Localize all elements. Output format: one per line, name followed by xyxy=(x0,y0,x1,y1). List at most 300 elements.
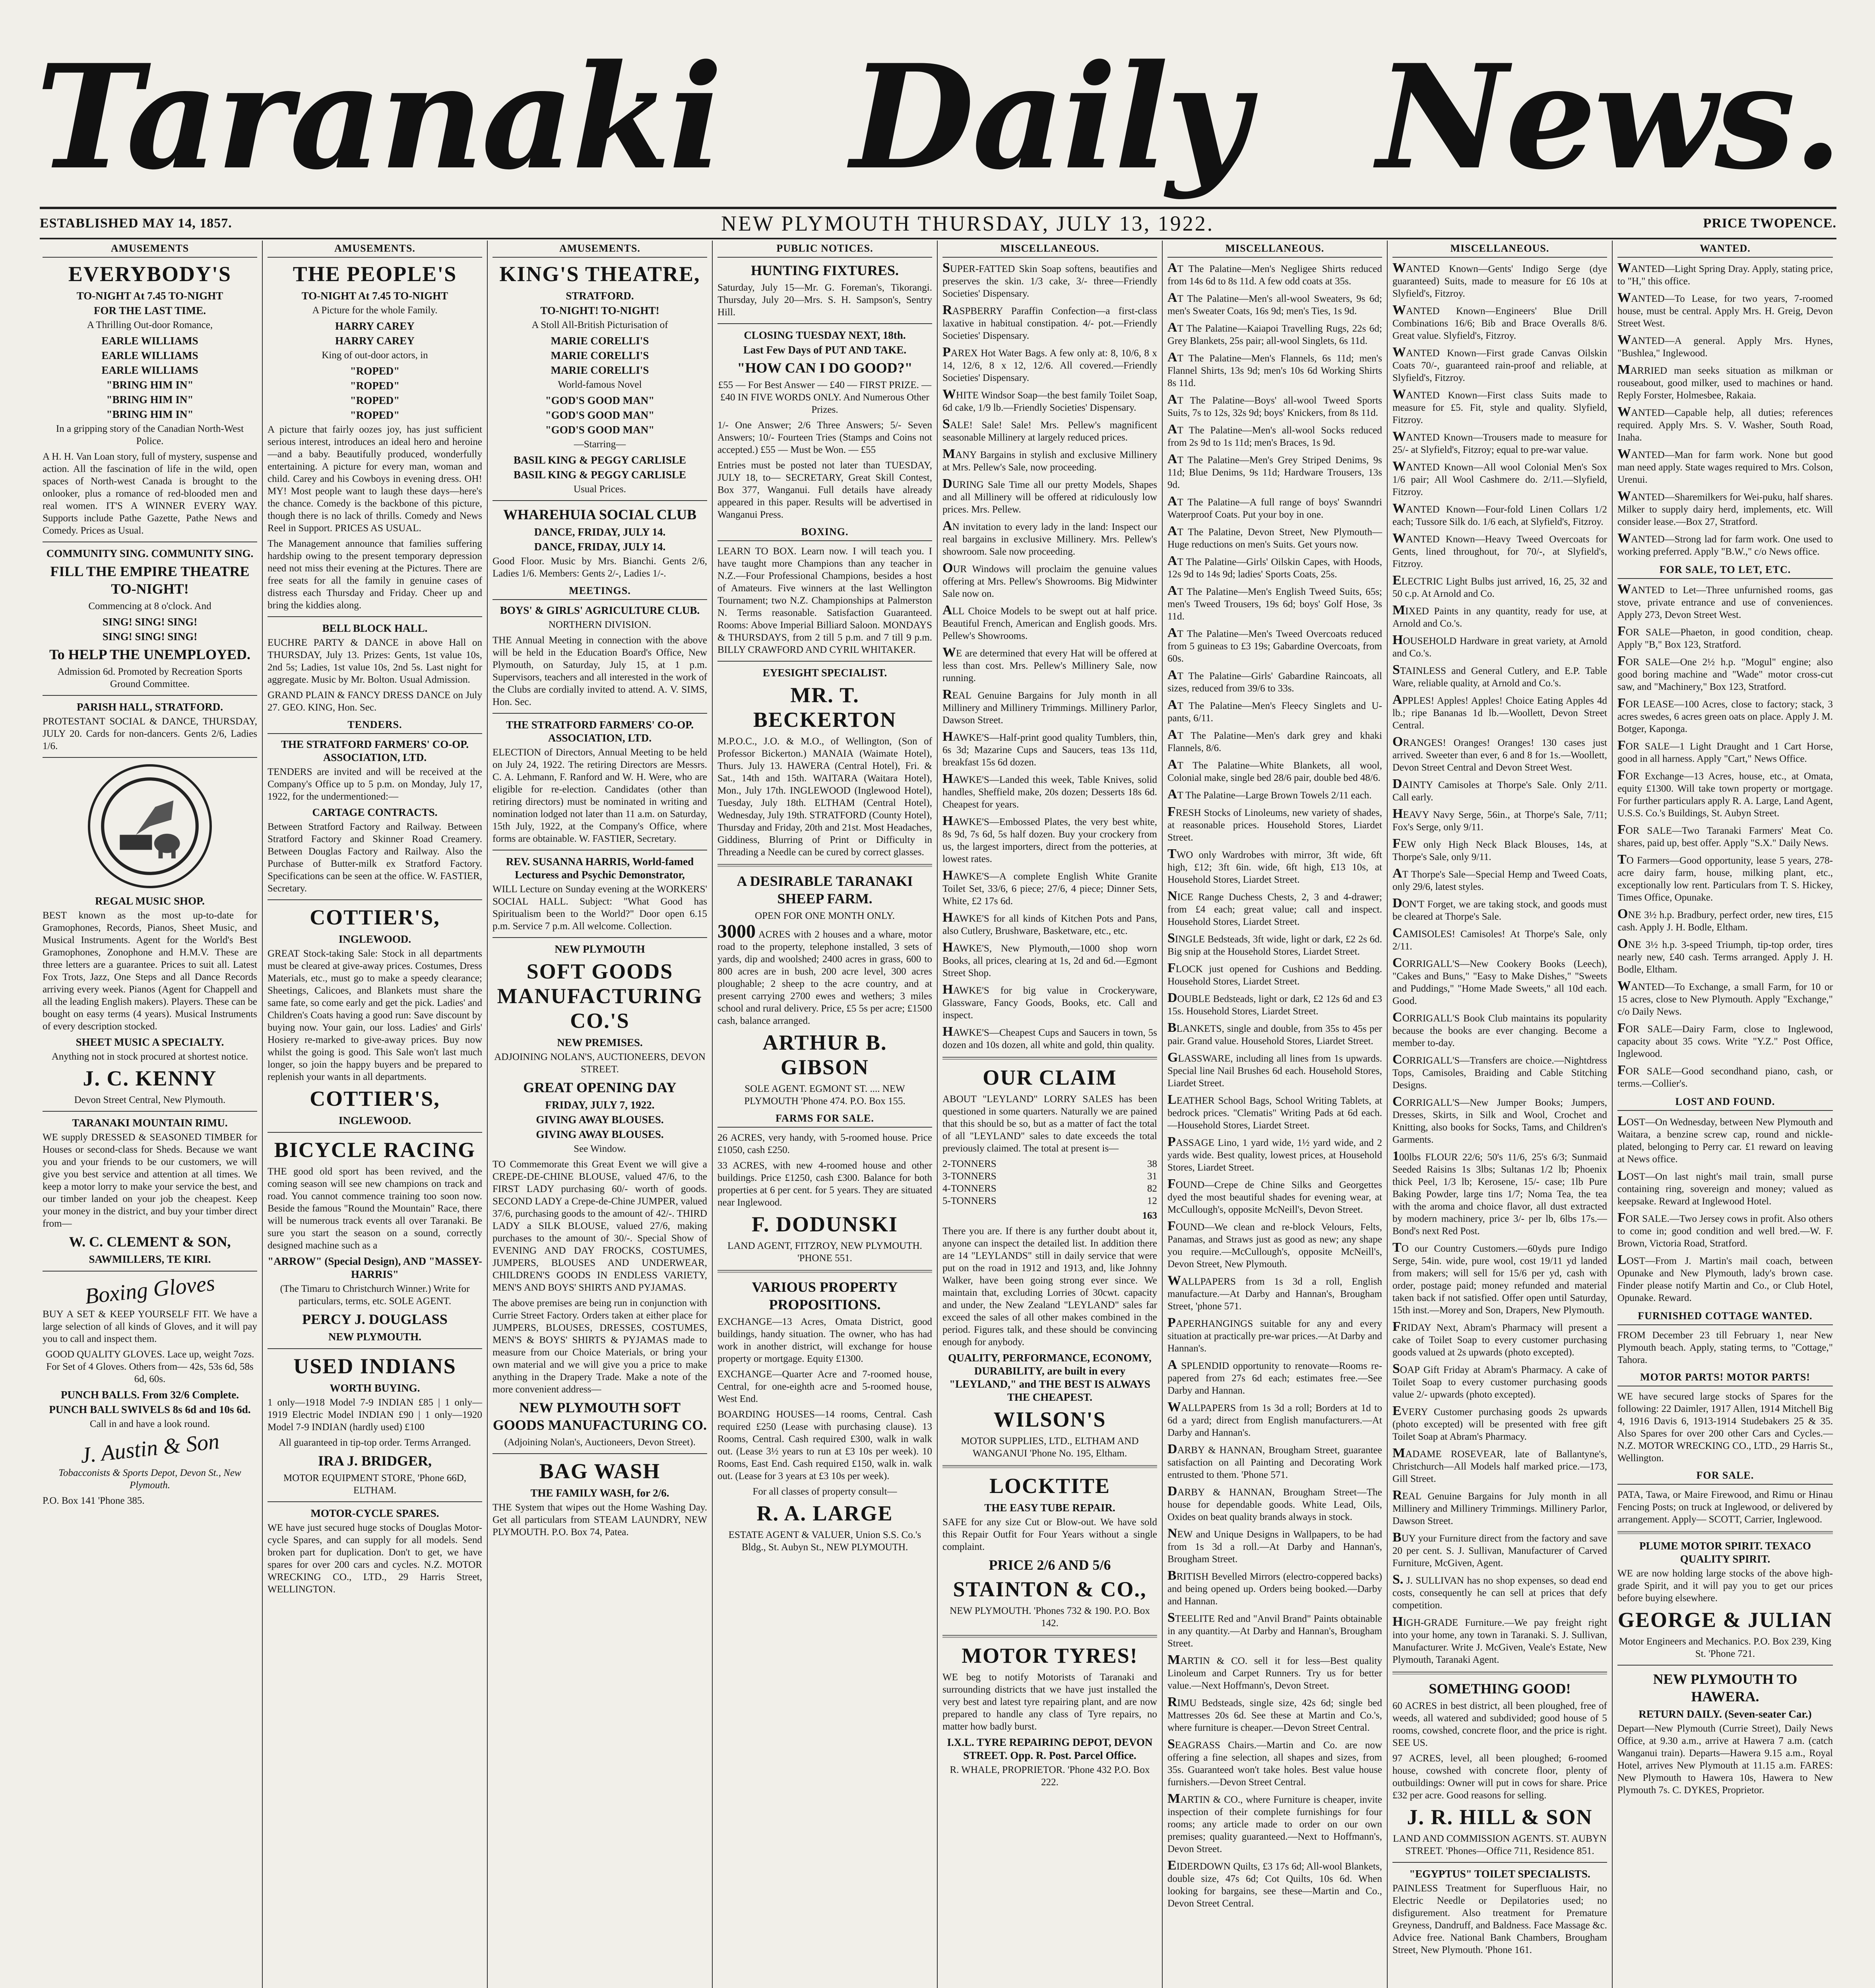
ad-title: EVERYBODY'S xyxy=(68,262,232,286)
classified-item: HAWKE'S—A complete English White Granite Toilet Set, 33/6, 6 piece; 27/6, 4 piece; Dinner Sets, White, £2 17s 6d. xyxy=(942,868,1157,907)
price-line: PRICE 2/6 AND 5/6 xyxy=(989,1557,1111,1573)
ad-body: PAINLESS Treatment for Superfluous Hair, no Electric Needle or Depilatories used; no disfigurement. Also treatment for Premature Greyness, Dandruff, and Baldness. Face Massage &c. Advice free. National Bank Chambers, Brougham Street, New Plymouth. 'Phone 161. xyxy=(1392,1883,1607,1955)
classified-item: DAINTY Camisoles at Thorpe's Sale. Only 2/11. Call early. xyxy=(1392,777,1607,803)
ad-body: THE good old sport has been revived, and the coming season will see new champions on track and road. You cannot commence training too soon now. Beside the famous "Round the Mountain" Race, there will be numerous track events all over Taranaki. Be sure you start the season on a sound, correctly designed machine such as a xyxy=(268,1166,482,1251)
column-7 xyxy=(1388,241,1613,1988)
tonner-count: 38 xyxy=(1147,1159,1157,1169)
ad-line: (Adjoining Nolan's, Auctioneers, Devon Street). xyxy=(504,1437,696,1448)
classified-item: AN invitation to every lady in the land: Inspect our real bargains in exclusive Millinery. Mrs. Pellew's showroom. Sale now proceeding. xyxy=(942,518,1157,557)
ad-line: Admission 6d. Promoted by Recreation Sports Ground Committee. xyxy=(57,666,242,689)
classified-item: PAREX Hot Water Bags. A few only at: 8, 10/6, 8 x 14, 12/6, 8 x 12, 12/6. All covered.—Friendly Societies' Dispensary. xyxy=(942,345,1157,383)
ad-body: M.P.O.C., J.O. & M.O., of Wellington, (Son of Professor Bickerton.) MANAIA (Waimate Hotel), Thurs. July 13. HAWERA (Central Hotel), Fri. & Sat., 14th and 15th. WAITARA (Waitara Hotel), Mon., July 17th. INGLEWOOD (Inglewood Hotel), Tuesday, July 18th. ELTHAM (Central Hotel), Wednesday, July 19th. STRATFORD (County Hotel), Thursday and Friday, 20th and 21st. Most Headaches, Giddiness, Blurring of Print or Difficulty in Threading a Needle can be cured by correct glasses. xyxy=(717,736,932,858)
ad-body: BEST known as the most up-to-date for Gramophones, Records, Pianos, Sheet Music, and Musical Instruments. Agent for the World's Best Gramophones, Zonophone and H.M.V. These are three letters are a guarantee. Prices to suit all. Latest Fox Trots, Jazz, One Steps and all Dance Records arriving every week. Pianos (Agent for Chappell and all the leading English makers). Players. These can be bought on easy terms (4 years). Musical Instruments of every description stocked. xyxy=(43,910,257,1032)
tonner-label: 2-TONNERS xyxy=(942,1159,997,1169)
ad-body: The above premises are being run in conjunction with Currie Street Factory. Orders taken at either place for JUMPERS, BLOUSES, DRESSES, COSTUMES, MEN'S & BOYS' SHIRTS & PYJAMAS made to measure from our Choice Materials, or bring your own material and we will give you a price to make anything in the Drapery Trade. Make a note of the more convenient address— xyxy=(493,1298,707,1395)
ad-line: EYESIGHT SPECIALIST. xyxy=(762,667,887,679)
classified-item: ELECTRIC Light Bulbs just arrived, 16, 25, 32 and 50 c.p. At Arnold and Co. xyxy=(1392,573,1607,599)
classified-item: FOR SALE—Dairy Farm, close to Inglewood, capacity about 35 cows. Write "Y.Z." Post Office, Inglewood. xyxy=(1617,1021,1833,1059)
tonner-row xyxy=(942,1170,1157,1182)
classified-item: REAL Genuine Bargains for July month in all Millinery and Millinery Trimmings. Millinery Parlor, Dawson Street. xyxy=(1392,1488,1607,1526)
classified-item: REAL Genuine Bargains for July month in all Millinery and Millinery Trimmings. Millinery Parlor, Dawson Street. xyxy=(942,687,1157,726)
classified-item: WANTED—Capable help, all duties; references required. Apply Mrs. S. V. Washer, South Road, Inaha. xyxy=(1617,404,1833,443)
advertiser-name: ARTHUR B. GIBSON xyxy=(762,1031,887,1079)
ad-title: USED INDIANS xyxy=(293,1354,456,1378)
ad-line: NORTHERN DIVISION. xyxy=(548,619,651,630)
ad-body: GREAT Stock-taking Sale: Stock in all departments must be cleared at give-away prices. Costumes, Dress Materials, etc., must go to make a speedy clearance; Sheetings, Calicoes, and Blankets must share the same fate, so come early and get the pick. Ladies' and Children's Coats having a good run: Save discount by buying now. Your gain, our loss. Ladies' and Girls' Hosiery re-marked to give-away prices. Buy now whilst the going is good. This Sale won't last much longer, so join the happy buyers and be prepared to replenish your wants in all departments. xyxy=(268,948,482,1082)
section-header: TENDERS. xyxy=(268,717,482,734)
classified-item: NICE Range Duchess Chests, 2, 3 and 4-drawer; from £4 each; great value; call and inspect. Household Stores, Liardet Street. xyxy=(1167,889,1382,927)
classified-item: DARBY & HANNAN, Brougham Street—The house for dependable goods. White Lead, Oils, Oxides on beat quality brands always in stock. xyxy=(1167,1484,1382,1522)
ad-line: MOTOR EQUIPMENT STORE, 'Phone 66D, ELTHAM. xyxy=(283,1473,467,1496)
classified-item: LOST—On last night's mail train, small purse containing ring, sovereign and money; valued as keepsake. Reward at Inglewood Hotel. xyxy=(1617,1168,1833,1207)
classified-item: SALE! Sale! Sale! Mrs. Pellew's magnificent seasonable Millinery at largely reduced prices. xyxy=(942,417,1157,443)
ad-line: PUNCH BALL SWIVELS 8s 6d and 10s 6d. xyxy=(49,1404,251,1415)
section-header: LOST AND FOUND. xyxy=(1617,1094,1833,1111)
ad-line: Motor Engineers and Mechanics. P.O. Box 239, King St. 'Phone 721. xyxy=(1619,1636,1831,1659)
ad-body: 97 ACRES, level, all been ploughed; 6-roomed house, cowshed with concrete floor, plenty of outbuildings: Owner will put in cows for share. Price £32 per acre. Good reasons for selling. xyxy=(1392,1753,1607,1801)
classified-item: LEATHER School Bags, School Writing Tablets, at bedrock prices. "Clematis" Writing Pads at 6d each.—Household Stores, Liardet Street. xyxy=(1167,1092,1382,1131)
classified-item: WANTED Known—Engineers' Blue Drill Combinations 16/6; Bib and Brace Overalls 8/6. Great value. Slyfield's, Fitzroy. xyxy=(1392,303,1607,341)
film-title: "ROPED" xyxy=(350,365,400,377)
classified-item: MARRIED man seeks situation as milkman or rouseabout, good milker, used to machines or hand. Reply Forster, Holmesbee, Rakaia. xyxy=(1617,362,1833,401)
ad-body: PATA, Tawa, or Maire Firewood, and Rimu or Hinau Fencing Posts; on truck at Inglewood, or delivered by arrangement. Apply— SCOTT, Carrier, Inglewood. xyxy=(1617,1489,1833,1525)
section-header: MISCELLANEOUS. xyxy=(1392,241,1607,258)
ad-body: BOARDING HOUSES—14 rooms, Central. Cash required £250 (Lease with purchasing clause). 13 Rooms, Central. Cash required £300, walk in walk out. (Lease 3½ years to run at £3 10s per week). 10 Rooms, East End. Cash required £150, walk in. walk out. (Lease for 3 years at £3 10s per week). xyxy=(717,1409,932,1481)
film-title: "BRING HIM IN" xyxy=(106,394,194,406)
established-line: ESTABLISHED MAY 14, 1857. xyxy=(40,216,232,231)
ad-body: EXCHANGE—13 Acres, Omata District, good buildings, handy situation. The owner, who has had work in another district, will exchange for house property or mortgage. Equity £1300. xyxy=(717,1316,932,1364)
section-header: MISCELLANEOUS. xyxy=(1167,241,1382,258)
ad-body: 60 ACRES in best district, all been ploughed, free of weeds, all watered and subdivided; good house of 5 rooms, cowshed, concrete floor, and the price is right. SEE US. xyxy=(1392,1701,1607,1748)
classified-item: WALLPAPERS from 1s 3d a roll, English manufacture.—At Darby and Hannan's, Brougham Street, 'phone 571. xyxy=(1167,1273,1382,1312)
film-title: "GOD'S GOOD MAN" xyxy=(545,394,655,406)
ad-title: TARANAKI MOUNTAIN RIMU. xyxy=(72,1117,228,1129)
issue-date: NEW PLYMOUTH THURSDAY, JULY 13, 1922. xyxy=(721,212,1214,235)
ad-line: SAWMILLERS, TE KIRI. xyxy=(89,1253,211,1265)
section-header: BOXING. xyxy=(717,524,932,541)
ad-line: Anything not in stock procured at shortest notice. xyxy=(51,1051,248,1062)
column-8 xyxy=(1613,241,1838,1988)
ad-body: EUCHRE PARTY & DANCE in above Hall on THURSDAY, July 13. Prizes: Gents, 1st value 10s, 2nd 5s; Ladies, 1st value 10s, 2nd 5s. Last night for aggregate. Music by Mr. Bolton. Usual Admission. xyxy=(268,637,482,685)
ad-body: THE System that wipes out the Home Washing Day. Get all particulars from STEAM LAUNDRY, NEW PLYMOUTH. P.O. Box 74, Patea. xyxy=(493,1502,707,1538)
classified-item: EVERY Customer purchasing goods 2s upwards (photo excepted) will be presented with free gift Toilet Soap at Abram's Pharmacy. xyxy=(1392,1404,1607,1442)
ad-line: GIVING AWAY BLOUSES. xyxy=(536,1114,664,1126)
classified-item: WANTED Known—All wool Colonial Men's Sox 1/6 pair; All Wool Cashmere do. 2/11.—Slyfield, Fitzroy. xyxy=(1392,459,1607,497)
classified-item: MIXED Paints in any quantity, ready for use, at Arnold and Co.'s. xyxy=(1392,603,1607,629)
classified-item: SEAGRASS Chairs.—Martin and Co. are now offering a fine selection, all shapes and sizes, from 35s. Guaranteed won't take holes. Best value house furnishers.—Devon Street Central. xyxy=(1167,1737,1382,1788)
ad-body: WE supply DRESSED & SEASONED TIMBER for Houses or second-class for Sheds. Because we want you and your friends to be our customers, we will give you best service and attention at all times. We keep a motor lorry to make your service the best, and our timber landed on your job the cheapest. Keep your money in the district, and buy your timber direct from— xyxy=(43,1132,257,1229)
tonner-total: 163 xyxy=(1142,1210,1157,1221)
ad-body: THE Annual Meeting in connection with the above will be held in the Education Board's Office, New Plymouth, on Saturday, July 15, at 1 p.m. Supervisors, teachers and all interested in the work of the Clubs are cordially invited to attend. A. V. SIMS, Hon. Sec. xyxy=(493,635,707,707)
ad-title: SOMETHING GOOD! xyxy=(1429,1681,1571,1697)
classified-item: AT The Palatine—Girls' Oilskin Capes, with Hoods, 12s 9d to 14s 9d; ladies' Sports Coats, 25s. xyxy=(1167,553,1382,580)
classified-item: WE are determined that every Hat will be offered at less than cost. Mrs. Pellew's Millinery Sale, now running. xyxy=(942,645,1157,683)
ad-line: (The Timaru to Christchurch Winner.) Write for particulars, terms, etc. SOLE AGENT. xyxy=(280,1283,470,1307)
classified-item: DON'T Forget, we are taking stock, and goods must be cleared at Thorpe's Sale. xyxy=(1392,896,1607,922)
classified-item: TWO only Wardrobes with mirror, 3ft wide, 6ft high, £12; 3ft 6in. wide, 6ft high, £13 10s, at Household Stores, Liardet Street. xyxy=(1167,846,1382,885)
ad-line: THE FAMILY WASH, for 2/6. xyxy=(530,1487,669,1499)
classified-item: AT The Palatine—Men's all-wool Socks reduced from 2s 9d to 1s 11d; men's Braces, 1s 9d. xyxy=(1167,422,1382,448)
classified-item: HIGH-GRADE Furniture.—We pay freight right into your home, any town in Taranaki. S. J. Sullivan, Manufacturer. Write J. McGiven, Veale's Estate, New Plymouth, Taranaki Agent. xyxy=(1392,1614,1607,1665)
ad-title: BELL BLOCK HALL. xyxy=(322,622,428,634)
classified-item: FOR SALE.—Two Jersey cows in profit. Also others to come in; good condition and well bred.—W. F. Brown, Victoria Road, Stratford. xyxy=(1617,1210,1833,1249)
ad-title: LOCKTITE xyxy=(989,1474,1111,1498)
ad-title: REGAL MUSIC SHOP. xyxy=(95,895,205,907)
ad-line: SOLE AGENT. EGMONT ST. .... NEW PLYMOUTH 'Phone 474. P.O. Box 155. xyxy=(744,1083,906,1107)
classified-item: CORRIGALL'S—New Jumper Books; Jumpers, Dresses, Skirts, in Silk and Wool, Crochet and Knitting, also books for Socks, Tams, and Children's Garments. xyxy=(1392,1094,1607,1145)
classified-item: AT The Palatine—Men's Grey Striped Denims, 9s 11d; Blue Denims, 9s 11d; Hardware Trousers, 13s 9d. xyxy=(1167,452,1382,490)
classified-item: ALL Choice Models to be swept out at half price. Beautiful French, American and English goods. Mrs. Pellew's Showrooms. xyxy=(942,603,1157,641)
ad-title: MOTOR TYRES! xyxy=(962,1644,1138,1668)
ad-line: NEW PLYMOUTH. xyxy=(328,1331,422,1343)
ad-title: NEW PLYMOUTH TO HAWERA. xyxy=(1653,1671,1797,1705)
ad-body: 26 ACRES, very handy, with 5-roomed house. Price £1050, cash £250. xyxy=(717,1132,932,1155)
ad-title: THE STRATFORD FARMERS' CO-OP. ASSOCIATION, LTD. xyxy=(281,738,469,763)
actor-name: BASIL KING & PEGGY CARLISLE xyxy=(513,469,686,481)
dateline xyxy=(40,207,1836,239)
ad-line: TO-NIGHT! TO-NIGHT! xyxy=(540,305,659,316)
ad-title: To HELP THE UNEMPLOYED. xyxy=(49,646,251,662)
ad-body: Between Stratford Factory and Railway. Between Stratford Factory and Skinner Road Creamery. Between Douglas Factory and Railway. Also the Purchase of Butter-milk ex Stratford Factory. Specifications can be seen at the office. W. FASTIER, Secretary. xyxy=(268,821,482,894)
classified-item: HAWKE'S—Embossed Plates, the very best white, 8s 9d, 7s 6d, 5s half dozen. Buy your crockery from us, the largest importers, direct from the potteries, at lowest rates. xyxy=(942,813,1157,864)
classified-item: 100lbs FLOUR 22/6; 50's 11/6, 25's 6/3; Sunmaid Seeded Raisins 1s 3lbs; Sultanas 1/2 lb; Phoenix thick Peel, 1/3 lb; Kerosene, 15/- case; 1lb Pure Baking Powder, large tins 1/7; Noma Tea, the tea with the aroma and choice flavor, all dust extracted by modern machinery, price 3/- per lb, 6lbs 17s.—Bond's next Red Post. xyxy=(1392,1149,1607,1237)
ad-line: King of out-door actors, in xyxy=(322,350,428,361)
ad-body: 1 only—1918 Model 7-9 INDIAN £85 | 1 only—1919 Electric Model INDIAN £90 | 1 only—1920 Model 7-9 INDIAN (hardly used) £100 xyxy=(268,1397,482,1433)
ad-line: OPEN FOR ONE MONTH ONLY. xyxy=(755,911,895,921)
classified-item: GLASSWARE, including all lines from 1s upwards. Special line Nail Brushes 6d each. Household Stores, Liardet Street. xyxy=(1167,1050,1382,1089)
ad-line: "ARROW" (Special Design), AND "MASSEY-HARRIS" xyxy=(268,1255,482,1280)
section-header: FARMS FOR SALE. xyxy=(717,1110,932,1128)
ad-body: TENDERS are invited and will be received at the Company's Office up to 5 p.m. on Monday, July 17, 1922, for the undermentioned:— xyxy=(268,767,482,802)
classified-item: HAWKE'S, New Plymouth,—1000 shop worn Books, all prices, clearing at 1s, 2d and 6d.—Egmont Street Shop. xyxy=(942,940,1157,978)
ad-line: Last Few Days of PUT AND TAKE. xyxy=(743,344,907,356)
actor-name: EARLE WILLIAMS xyxy=(101,364,198,376)
gramophone-dog-icon xyxy=(96,773,204,880)
section-header: FURNISHED COTTAGE WANTED. xyxy=(1617,1308,1833,1325)
classified-item: BLANKETS, single and double, from 35s to 45s per pair. Grand value. Household Stores, Liardet Street. xyxy=(1167,1020,1382,1046)
classified-item: AT The Palatine—Men's Flannels, 6s 11d; men's Flannel Shirts, 13s 9d; men's 10s 6d Working Shirts 8s 11d. xyxy=(1167,350,1382,388)
classified-item: FLOCK just opened for Cushions and Bedding. Household Stores, Liardet Street. xyxy=(1167,961,1382,987)
classified-item: HAWKE'S—Half-print good quality Tumblers, thin, 6s 3d; Mazarine Cups and Saucers, teas 13s 11d, breakfast 15s 6d dozen. xyxy=(942,729,1157,768)
ad-title: COTTIER'S, xyxy=(310,905,440,929)
austin-signature: J. Austin & Son xyxy=(79,1429,221,1468)
ad-title: "HOW CAN I DO GOOD?" xyxy=(737,360,913,376)
film-title: "BRING HIM IN" xyxy=(106,408,194,420)
ad-line: A Picture for the whole Family. xyxy=(312,305,438,316)
ad-line: SHEET MUSIC A SPECIALTY. xyxy=(76,1036,224,1048)
classified-item: FRESH Stocks of Linoleums, new variety of shades, at reasonable prices. Household Stores, Liardet Street. xyxy=(1167,804,1382,843)
ad-body: SAFE for any size Cut or Blow-out. We have sold this Repair Outfit for Four Years without a single complaint. xyxy=(942,1517,1157,1552)
classified-item: ONE 3½ h.p. Bradbury, perfect order, new tires, £15 cash. Apply J. H. Bodle, Eltham. xyxy=(1617,907,1833,933)
advertiser-name: NEW PLYMOUTH SOFT GOODS MANUFACTURING CO. xyxy=(493,1400,707,1433)
ad-line: For all classes of property consult— xyxy=(752,1486,897,1497)
section-header: FOR SALE, TO LET, ETC. xyxy=(1617,562,1833,579)
author-name: MARIE CORELLI'S xyxy=(551,349,649,361)
actor-name: EARLE WILLIAMS xyxy=(101,349,198,361)
classified-item: HAWKE'S—Cheapest Cups and Saucers in town, 5s dozen and 10s dozen, all white and gold, thin quality. xyxy=(942,1024,1157,1050)
section-header: MEETINGS. xyxy=(493,583,707,600)
classified-list xyxy=(942,262,1157,1051)
classified-item: RASPBERRY Paraffin Confection—a first-class laxative in habitual constipation. 4/- pot.—Friendly Societies' Dispensary. xyxy=(942,303,1157,341)
ad-body: 1/- One Answer; 2/6 Three Answers; 5/- Seven Answers; 10/- Fourteen Tries (Stamps and Coins not accepted.) £55 — Must be Won. — £55 xyxy=(717,420,932,455)
classified-item: AT The Palatine—Girls' Gabardine Raincoats, all sizes, reduced from 39/6 to 33s. xyxy=(1167,668,1382,694)
classified-item: WANTED—Sharemilkers for Wei-puku, half shares. Milker to supply dairy herd, implements, etc. Will consider lease.—Box 27, Stratford. xyxy=(1617,489,1833,527)
classified-item: WANTED Known—Gents' Indigo Serge (dye guaranteed) Suits, made to measure for £6 10s at Slyfield's, Fitzroy. xyxy=(1392,260,1607,299)
classified-item: HOUSEHOLD Hardware in great variety, at Arnold and Co.'s. xyxy=(1392,633,1607,659)
classified-item: HEAVY Navy Serge, 56in., at Thorpe's Sale, 7/11; Fox's Serge, only 9/11. xyxy=(1392,806,1607,833)
ad-title: PARISH HALL, STRATFORD. xyxy=(76,701,223,713)
classified-item: PASSAGE Lino, 1 yard wide, 1½ yard wide, and 2 yards wide. Best quality, lowest prices, at Household Stores, Liardet Street. xyxy=(1167,1134,1382,1173)
ad-line: A Thrilling Out-door Romance, xyxy=(87,320,213,330)
ad-line: —Starring— xyxy=(574,439,626,450)
advertiser-name: PERCY J. DOUGLASS xyxy=(302,1311,448,1327)
ad-title: VARIOUS PROPERTY PROPOSITIONS. xyxy=(752,1279,898,1312)
classified-item: APPLES! Apples! Apples! Choice Eating Apples 4d lb.; ripe Bananas 1d lb.—Woollett, Devon Street Central. xyxy=(1392,692,1607,731)
classified-item: SOAP Gift Friday at Abram's Pharmacy. A cake of Toilet Soap to every customer purchasing goods value 2/- upwards (photo excepted). xyxy=(1392,1361,1607,1400)
ad-title: HUNTING FIXTURES. xyxy=(750,262,899,278)
ad-body: There you are. If there is any further doubt about it, anyone can inspect the detailed list. In addition there are 14 "LEYLANDS" still in daily service that were put on the road in 1912 and 1913, and, like Johnny Walker, have been going strong ever since. We maintain that, excluding Lorries of 30cwt. capacity and under, the New Zealand "LEYLAND" sales far exceed the sales of all other makes combined in the period. Figures talk, and these should be convincing enough for anybody. xyxy=(942,1226,1157,1347)
ad-line: World-famous Novel xyxy=(558,379,642,390)
ad-line: NEW PLYMOUTH. 'Phones 732 & 190. P.O. Box 142. xyxy=(950,1606,1150,1629)
column-2 xyxy=(263,241,488,1988)
section-header: FOR SALE. xyxy=(1617,1468,1833,1485)
classified-list xyxy=(1617,1115,1833,1304)
film-title: "GOD'S GOOD MAN" xyxy=(545,409,655,421)
ad-line: MOTOR SUPPLIES, LTD., ELTHAM AND WANGANUI 'Phone No. 195, Eltham. xyxy=(961,1436,1139,1459)
classified-item: AT The Palatine—Men's all-wool Sweaters, 9s 6d; men's Sweater Coats, 16s 9d; men's Ties, 1s 9d. xyxy=(1167,290,1382,316)
section-header: AMUSEMENTS. xyxy=(268,241,482,258)
ad-line: NEW PREMISES. xyxy=(557,1037,643,1048)
classified-item: ONE 3½ h.p. 3-speed Triumph, tip-top order, tires nearly new, £40 cash. Terms arranged. Apply J. H. Bodle, Eltham. xyxy=(1617,936,1833,975)
ad-line: TO-NIGHT At 7.45 TO-NIGHT xyxy=(301,290,448,302)
ad-body: WE have secured large stocks of Spares for the following: 22 Daimler, 1917 Allen, 1914 Mitchell Big 4, 1916 Davis 6, 1913-1914 Studebakers 25 & 35. Also Spares for over 200 other Cars and Cycles.—N.Z. MOTOR WRECKING CO., LTD., 29 Harris St., Wellington. xyxy=(1617,1391,1833,1464)
advertiser-name: GEORGE & JULIAN xyxy=(1617,1608,1833,1632)
ad-title: MOTOR-CYCLE SPARES. xyxy=(310,1507,439,1519)
classified-item: HAWKE'S—Landed this week, Table Knives, solid handles, Sheffield make, 20s dozen; Desserts 18s 6d. Cheapest for years. xyxy=(942,771,1157,810)
classified-list xyxy=(1617,583,1833,1090)
acreage-text: ACRES with 2 houses and a whare, motor road to the property, telephone installed, 3 sets of yards, dip and woolshed; 2400 acres in grass, 600 to 800 acres are in bush, 200 acre level, 300 acres ploughable; 2 sheep to the acre country, and at present carrying 2700 ewes and wethers; 3 miles school and rural delivery. Price, £5 5s per acre; £1500 cash, balance arranged. xyxy=(717,929,933,1026)
ad-line: DANCE, FRIDAY, JULY 14. xyxy=(534,541,666,553)
tonner-row xyxy=(942,1158,1157,1170)
classified-item: STAINLESS and General Cutlery, and E.P. Table Ware, reliable quality, at Arnold and Co.'s. xyxy=(1392,662,1607,689)
ad-title: OUR CLAIM xyxy=(983,1066,1117,1089)
column-4 xyxy=(713,241,938,1988)
classified-item: EIDERDOWN Quilts, £3 17s 6d; All-wool Blankets, double size, 47s 6d; Cot Quilts, 10s 6d. When looking for bargains, see these—Martin and Co., Devon Street Central. xyxy=(1167,1858,1382,1909)
ad-line: QUALITY, PERFORMANCE, ECONOMY, DURABILITY, are built in every "LEYLAND," and THE BEST IS ALWAYS THE CHEAPEST. xyxy=(948,1352,1152,1403)
classified-list xyxy=(1392,262,1607,1666)
classified-item: WANTED Known—Trousers made to measure for 25/- at Slyfield's, Fitzroy; equal to pre-war value. xyxy=(1392,429,1607,455)
ad-body: WE beg to notify Motorists of Taranaki and surrounding districts that we have just installed the very best and latest tyre repairing plant, and are now prepared to handle any class of Tyre repairs, no matter how badly burst. xyxy=(942,1672,1157,1732)
classified-item: OUR Windows will proclaim the genuine values offering at Mrs. Pellew's Showrooms. Big Midwinter Sale now on. xyxy=(942,561,1157,599)
advertiser-name: IRA J. BRIDGER, xyxy=(318,1453,432,1469)
classified-item: FOUND—Crepe de Chine Silks and Georgettes dyed the most beautiful shades for evening wear, at McCullough's, opposite McNeill's, Devon Street. xyxy=(1167,1176,1382,1215)
ad-line: TO-NIGHT At 7.45 TO-NIGHT xyxy=(76,290,223,302)
ad-line: FOR THE LAST TIME. xyxy=(93,305,206,316)
classified-item: WANTED—A general. Apply Mrs. Hynes, "Bushlea," Inglewood. xyxy=(1617,332,1833,359)
actor-name: BASIL KING & PEGGY CARLISLE xyxy=(513,454,686,466)
classified-item: DARBY & HANNAN, Brougham Street, guarantee satisfaction on all Painting and Decorating Work entrusted to them. 'Phone 571. xyxy=(1167,1442,1382,1480)
ad-line: SING! SING! SING! xyxy=(102,616,198,628)
classified-item: MARTIN & CO. sell it for less—Best quality Linoleum and Carpet Runners. Try us for better value.—Next Hoffmann's, Devon Street. xyxy=(1167,1652,1382,1691)
ad-body xyxy=(717,921,933,1027)
section-header: MISCELLANEOUS. xyxy=(942,241,1157,258)
classified-item: WHITE Windsor Soap—the best family Toilet Soap, 6d cake, 1/9 lb.—Friendly Societies' Dispensary. xyxy=(942,387,1157,413)
advertiser-name: STAINTON & CO., xyxy=(953,1577,1147,1601)
classified-item: LOST—From J. Martin's mail coach, between Opunake and New Plymouth, lady's brown case. Finder please notify Martin and Co., or Club Hotel, Opunake. Reward. xyxy=(1617,1252,1833,1303)
ad-title: BICYCLE RACING xyxy=(274,1138,476,1162)
tonner-label: 4-TONNERS xyxy=(942,1183,997,1194)
tonner-count: 12 xyxy=(1147,1196,1157,1206)
masthead-word-news: News. xyxy=(1377,33,1840,201)
classified-item: NEW and Unique Designs in Wallpapers, to be had from 1s 3d a roll.—At Darby and Hannan's, Brougham Street. xyxy=(1167,1526,1382,1565)
classified-item: TO Farmers—Good opportunity, lease 5 years, 278-acre dairy farm, house, milking plant, etc., exceptionally low rent. Particulars from T. S. Hickey, Times Office, Opunake. xyxy=(1617,852,1833,903)
classified-item: FOR SALE—Two Taranaki Farmers' Meat Co. shares, paid up, best offer. Apply "S.X." Daily News. xyxy=(1617,822,1833,848)
ad-title: COTTIER'S, xyxy=(310,1087,440,1110)
column-3 xyxy=(488,241,713,1988)
ad-line: LAND AND COMMISSION AGENTS. ST. AUBYN STREET. 'Phones—Office 711, Residence 851. xyxy=(1393,1833,1607,1856)
classified-item: A SPLENDID opportunity to renovate—Rooms re-papered from 27s 6d each; estimates free.—See Darby and Hannan. xyxy=(1167,1357,1382,1396)
classified-item: DURING Sale Time all our pretty Models, Shapes and all Millinery will be offered at ridiculously low prices. Mrs. Pellew. xyxy=(942,476,1157,515)
ad-line: LAND AGENT, FITZROY, NEW PLYMOUTH. 'PHONE 551. xyxy=(727,1241,922,1264)
ad-title: SOFT GOODS MANUFACTURING CO.'S xyxy=(497,959,703,1033)
ad-line: COMMUNITY SING. COMMUNITY SING. xyxy=(46,547,254,559)
classified-item: WANTED—Man for farm work. None but good man need apply. State wages required to Mrs. Colson, Urenui. xyxy=(1617,447,1833,485)
ad-line: In a gripping story of the Canadian North-West Police. xyxy=(56,423,244,447)
classified-item: FEW only High Neck Black Blouses, 14s, at Thorpe's Sale, only 9/11. xyxy=(1392,836,1607,862)
ad-line: DANCE, FRIDAY, JULY 14. xyxy=(534,526,666,538)
tonner-list xyxy=(942,1158,1157,1207)
ad-line: CARTAGE CONTRACTS. xyxy=(312,806,438,818)
column-5 xyxy=(938,241,1163,1988)
classified-item: AT The Palatine—Men's Tweed Overcoats reduced from 5 guineas to £3 19s; Gabardine Overcoats, from 60s. xyxy=(1167,625,1382,664)
ad-body: BUY A SET & KEEP YOURSELF FIT. We have a large selection of all kinds of Gloves, and it will pay you to call and inspect them. xyxy=(43,1309,257,1344)
classified-list xyxy=(1167,262,1382,1910)
masthead-word-daily: Daily xyxy=(850,33,1247,201)
ad-line: THE EASY TUBE REPAIR. xyxy=(984,1502,1115,1514)
ad-line: WORTH BUYING. xyxy=(330,1382,420,1394)
classified-item: FRIDAY Next, Abram's Pharmacy will present a cake of Toilet Soap to every customer purchasing goods valued at 2s upwards (photo excepted). xyxy=(1392,1319,1607,1358)
ad-line: See Window. xyxy=(574,1143,626,1154)
ad-line: INGLEWOOD. xyxy=(338,933,411,945)
classified-item: HAWKE'S for big value in Crockeryware, Glassware, Fancy Goods, Books, etc. Call and inspect. xyxy=(942,982,1157,1021)
advertiser-name: J. R. HILL & SON xyxy=(1407,1805,1593,1829)
classified-item: FOR SALE—Good secondhand piano, cash, or terms.—Collier's. xyxy=(1617,1063,1833,1089)
ad-line: Tobacconists & Sports Depot, Devon St., New Plymouth. xyxy=(58,1468,241,1491)
classified-item: CORRIGALL'S—Transfers are choice.—Nightdress Tops, Camisoles, Braiding and Cable Stitching Designs. xyxy=(1392,1052,1607,1091)
ad-body: WE are now holding large stocks of the above high-grade Spirit, and it will pay you to get our prices before buying elsewhere. xyxy=(1617,1568,1833,1604)
classified-item: AT The Palatine, Devon Street, New Plymouth—Huge reductions on men's Suits. Get yours now. xyxy=(1167,524,1382,550)
advertiser-name: WILSON'S xyxy=(993,1408,1106,1431)
masthead xyxy=(36,34,1840,201)
classified-item: AT The Palatine—Boys' all-wool Tweed Sports Suits, 7s to 12s, 32s 9d; boys' Knickers, from 8s 11d. xyxy=(1167,392,1382,418)
ad-title: KING'S THEATRE, xyxy=(499,262,700,286)
ad-body: The Management announce that families suffering hardship owing to the present temporary depression need not miss their evening at the Pictures. There are free seats for all the family in genuine cases of distress each Thursday and Friday. Cheer up and bring the kiddies along. xyxy=(268,538,482,611)
classified-item: FOR Exchange—13 Acres, house, etc., at Omata, equity £1300. Will take town property or mortgage. For further particulars apply R. A. Large, Land Agent, U.S.S. Co.'s Buildings, St. Aubyn Street. xyxy=(1617,768,1833,819)
ad-body: Saturday, July 15—Mr. G. Foreman's, Tikorangi. Thursday, July 20—Mrs. S. H. Sampson's, Sentry Hill. xyxy=(717,282,932,318)
classified-item: AT The Palatine—White Blankets, all wool, Colonial make, single bed 28/6 pair, double bed 48/6. xyxy=(1167,757,1382,783)
ad-line: GREAT OPENING DAY xyxy=(523,1079,677,1095)
classified-item: FOR SALE—1 Light Draught and 1 Cart Horse, good in all harness. Apply "Cart," News Office. xyxy=(1617,738,1833,764)
ad-line: SING! SING! SING! xyxy=(102,631,198,643)
classified-item: AT The Palatine—Men's Negligee Shirts reduced from 14s 6d to 8s 11d. A few odd coats at 35s. xyxy=(1167,260,1382,287)
ad-title: FILL THE EMPIRE THEATRE TO-NIGHT! xyxy=(50,563,250,597)
classified-item: WANTED Known—Four-fold Linen Collars 1/2 each; Tussore Silk do. 1/6 each, at Slyfield's, Fitzroy. xyxy=(1392,501,1607,527)
classified-item: WANTED Known—Heavy Tweed Overcoats for Gents, lined throughout, for 70/-, at Slyfield's, Fitzroy. xyxy=(1392,531,1607,569)
ad-body: WILL Lecture on Sunday evening at the WORKERS' SOCIAL HALL. Subject: "What Good has Spiritualism been to the World?" Door open 6.15 p.m. Service 7 p.m. All welcome. Collection. xyxy=(493,884,707,932)
classified-item: AT The Palatine—Kaiapoi Travelling Rugs, 22s 6d; Grey Blankets, 25s pair; all-wool Singlets, 6s 11d. xyxy=(1167,320,1382,346)
ad-body: FROM December 23 till February 1, near New Plymouth beach. Apply, stating terms, to "Cottage," Tahora. xyxy=(1617,1330,1833,1365)
ad-line: ESTATE AGENT & VALUER, Union S.S. Co.'s Bldg., St. Aubyn St., NEW PLYMOUTH. xyxy=(728,1530,921,1553)
ad-line: GIVING AWAY BLOUSES. xyxy=(536,1128,664,1140)
tonner-row xyxy=(942,1182,1157,1195)
ad-line: Call in and have a look round. xyxy=(89,1419,210,1429)
ad-line: P.O. Box 141 'Phone 385. xyxy=(43,1495,145,1506)
ad-line: STRATFORD. xyxy=(566,290,634,302)
classified-item: WANTED—To Lease, for two years, 7-roomed house, must be central. Apply Mrs. H. Greig, Devon Street West. xyxy=(1617,290,1833,329)
his-masters-voice-logo xyxy=(88,764,212,888)
ad-title: BOYS' & GIRLS' AGRICULTURE CLUB. xyxy=(500,604,700,616)
ad-body: WE have just secured huge stocks of Douglas Motor-cycle Spares, and can supply for all models. Send broken part for duplication. Don't to get, we have spares for over 200 cars and cycles. N.Z. MOTOR WRECKING CO., LTD., 29 Harris Street, WELLINGTON. xyxy=(268,1522,482,1595)
ad-line: FRIDAY, JULY 7, 1922. xyxy=(545,1099,655,1111)
author-name: MARIE CORELLI'S xyxy=(551,364,649,376)
ad-line: A Stoll All-British Picturisation of xyxy=(531,320,668,330)
film-title: "ROPED" xyxy=(350,380,400,392)
classified-item: MADAME ROSEVEAR, late of Ballantyne's, Christchurch—All Models half marked price.—173, Gill Street. xyxy=(1392,1446,1607,1484)
tonner-row xyxy=(942,1195,1157,1207)
classified-item: STEELITE Red and "Anvil Brand" Paints obtainable in any quantity.—At Darby and Hannan's, Brougham Street. xyxy=(1167,1610,1382,1649)
ad-line: GOOD QUALITY GLOVES. Lace up, weight 7ozs. For Set of 4 Gloves. Others from— 42s, 53s 6d, 58s 6d, 60s. xyxy=(45,1349,254,1384)
ad-line: Devon Street Central, New Plymouth. xyxy=(74,1095,226,1105)
section-header: AMUSEMENTS xyxy=(43,241,257,258)
classified-item: BUY your Furniture direct from the factory and save 20 per cent. S. J. Sullivan, Manufacturer of Carved Furniture, McGiven, Agent. xyxy=(1392,1530,1607,1569)
ad-line: £55 — For Best Answer — £40 — FIRST PRIZE. — £40 IN FIVE WORDS ONLY. And Numerous Other Prizes. xyxy=(718,380,932,415)
ad-body: ABOUT "LEYLAND" LORRY SALES has been questioned in some quarters. Naturally we are pained that this should be so, but as a matter of fact the total of all "LEYLAND" sales to date exceeds the total previously claimed. The total at present is— xyxy=(942,1094,1157,1154)
ad-line: RETURN DAILY. (Seven-seater Car.) xyxy=(1638,1708,1812,1720)
classified-item: AT The Palatine—Men's dark grey and khaki Flannels, 8/6. xyxy=(1167,727,1382,753)
section-header: PUBLIC NOTICES. xyxy=(717,241,932,258)
classified-item: PAPERHANGINGS suitable for any and every situation at practically pre-war prices.—At Darby and Hannan's. xyxy=(1167,1315,1382,1354)
classified-item: LOST—On Wednesday, between New Plymouth and Waitara, a benzine screw cap, round and nickle-plated, belonging to Perry car. £1 reward on leaving at News office. xyxy=(1617,1114,1833,1165)
actor-name: HARRY CAREY xyxy=(335,320,415,332)
tonner-count: 31 xyxy=(1147,1171,1157,1182)
classified-item: WANTED Known—First grade Canvas Oilskin Coats 70/-, guaranteed rain-proof and reliable, at Slyfield's, Fitzroy. xyxy=(1392,345,1607,383)
ad-line: ADJOINING NOLAN'S, AUCTIONEERS, DEVON STREET. xyxy=(494,1052,706,1075)
classified-item: CAMISOLES! Camisoles! At Thorpe's Sale, only 2/11. xyxy=(1392,926,1607,952)
column-6 xyxy=(1163,241,1388,1988)
classified-item: WANTED—Strong lad for farm work. One used to working preferred. Apply "B.W.," c/o News office. xyxy=(1617,531,1833,557)
classified-item: SUPER-FATTED Skin Soap softens, beautifies and preserves the skin. 1/3 cake, 3/- three—Friendly Societies' Dispensary. xyxy=(942,260,1157,299)
classified-item: ORANGES! Oranges! Oranges! 130 cases just arrived. Sweeter than ever, 6 and 8 for 1s.—Woollett, Devon Street Central and Devon Street West. xyxy=(1392,734,1607,773)
ad-body: EXCHANGE—Quarter Acre and 7-roomed house, Central, for one-eighth acre and 5-roomed house, West End. xyxy=(717,1369,932,1404)
classified-item: FOR SALE—One 2½ h.p. "Mogul" engine; also good boring machine and "Wade" motor cross-cut saw, and "Machinery," Box 123, Stratford. xyxy=(1617,654,1833,692)
section-header: MOTOR PARTS! MOTOR PARTS! xyxy=(1617,1369,1833,1386)
ad-line: CLOSING TUESDAY NEXT, 18th. xyxy=(744,329,906,341)
section-header: AMUSEMENTS. xyxy=(493,241,707,258)
tonner-label: 5-TONNERS xyxy=(942,1196,997,1206)
ad-title: WHAREHUIA SOCIAL CLUB xyxy=(503,507,697,522)
ad-title: REV. SUSANNA HARRIS, World-famed Lecturess and Psychic Demonstrator, xyxy=(506,856,694,881)
classified-item: FOR LEASE—100 Acres, close to factory; stack, 3 acres swedes, 6 acres green oats on place. Apply J. M. Botger, Kaponga. xyxy=(1617,696,1833,734)
film-title: "ROPED" xyxy=(350,394,400,406)
ad-title: THE STRATFORD FARMERS' CO-OP. ASSOCIATION, LTD. xyxy=(506,719,694,744)
ad-body: A H. H. Van Loan story, full of mystery, suspense and action. All the fascination of life in the wild, open spaces of North-west Canada is brought to the onlooker, plus a romance of red-blooded men and real women. IT'S A WINNER EVERY WAY. Supports include Pathe Gazette, Pathe News and Comedy. Prices as Usual. xyxy=(43,451,257,536)
classified-item: FOUND—We clean and re-block Velours, Felts, Panamas, and Straws just as good as new; any shape you require.—McCullough's, opposite McNeill's, Devon Street, New Plymouth. xyxy=(1167,1219,1382,1270)
ad-body: PROTESTANT SOCIAL & DANCE, THURSDAY, JULY 20. Cards for non-dancers. Gents 2/6, Ladies 1/6. xyxy=(43,716,257,751)
ad-title: "EGYPTUS" TOILET SPECIALISTS. xyxy=(1409,1868,1590,1880)
tonner-label: 3-TONNERS xyxy=(942,1171,997,1182)
ad-title: A DESIRABLE TARANAKI SHEEP FARM. xyxy=(737,873,913,907)
ad-title: BAG WASH xyxy=(539,1459,661,1483)
